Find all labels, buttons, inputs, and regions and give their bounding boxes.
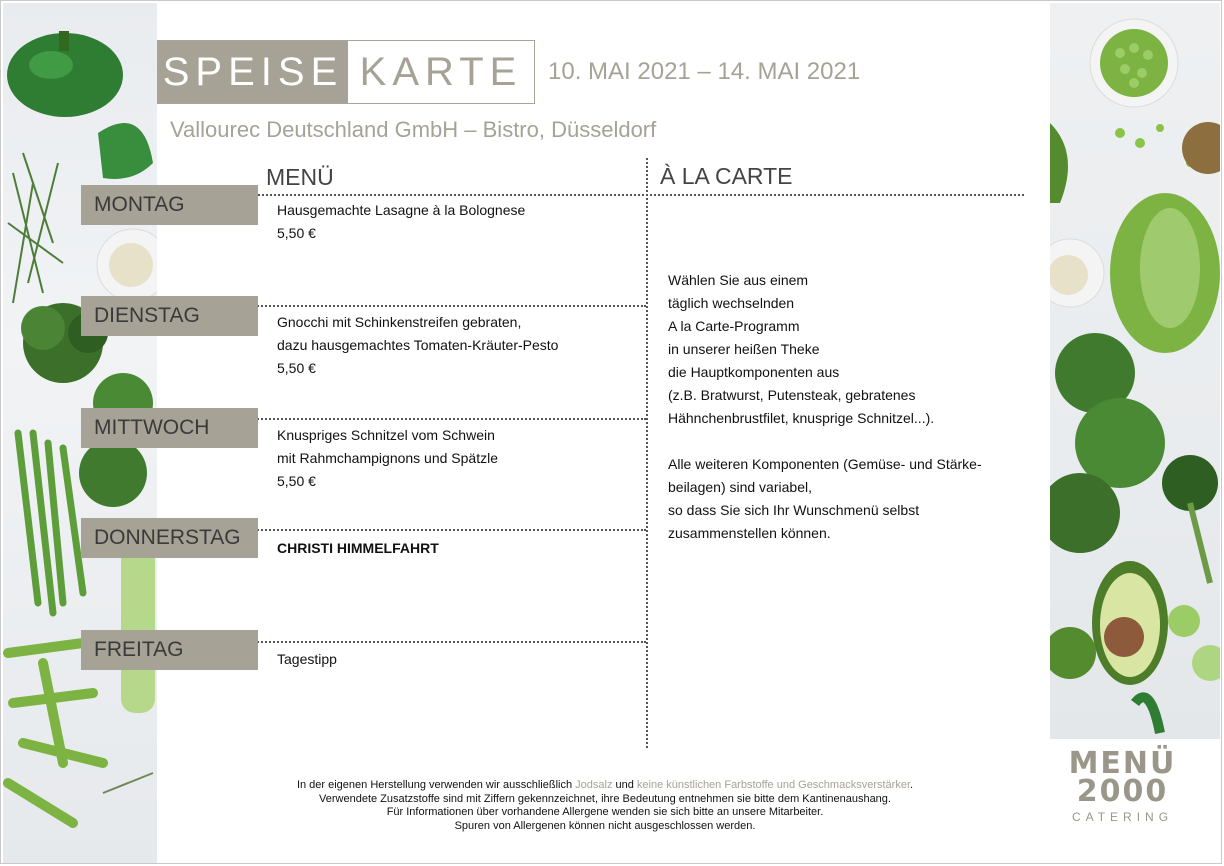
alacarte-description: [668, 269, 982, 545]
column-header-menu: MENÜ: [266, 164, 334, 190]
dish-line: Knuspriges Schnitzel vom Schwein: [277, 427, 495, 443]
logo-text-menu: MENÜ: [1068, 746, 1177, 781]
dish-line: Tagestipp: [277, 651, 337, 667]
dish-montag: [277, 199, 525, 245]
title-karte: KARTE: [359, 50, 523, 94]
alacarte-line: zusammenstellen können.: [668, 525, 831, 541]
holiday-donnerstag: CHRISTI HIMMELFAHRT: [277, 540, 439, 556]
column-header-alacarte: À LA CARTE: [660, 163, 793, 189]
alacarte-line: Hähnchenbrustfilet, knusprige Schnitzel...).: [668, 410, 935, 426]
footer-highlight-additives: keine künstlichen Farbstoffe und Geschmacksverstärker: [636, 779, 910, 791]
day-label-montag: MONTAG: [81, 185, 258, 225]
dish-mittwoch: [277, 424, 498, 493]
allergen-footer: [160, 779, 1050, 833]
menu-title: [157, 40, 535, 104]
footer-text: .: [910, 779, 914, 791]
alacarte-line: [668, 430, 982, 453]
day-label-dienstag: DIENSTAG: [81, 296, 258, 336]
footer-line-1: [160, 779, 1050, 793]
menu2000-logo: [1060, 746, 1185, 824]
footer-line-4: Spuren von Allergenen können nicht ausgeschlossen werden.: [454, 819, 756, 832]
right-vegetable-image: [1050, 3, 1220, 739]
title-speise: SPEISE: [158, 41, 348, 103]
alacarte-line: so dass Sie sich Ihr Wunschmenü selbst: [668, 502, 920, 518]
footer-line-2: Verwendete Zusatzstoffe sind mit Ziffern gekennzeichnet, ihre Bedeutung entnehmen sie bitte dem Kantinenaushang.: [319, 792, 891, 805]
day-label-mittwoch: MITTWOCH: [81, 408, 258, 448]
divider-line-mittwoch: [234, 418, 646, 420]
footer-text: und: [612, 779, 637, 791]
dish-line: Gnocchi mit Schinkenstreifen gebraten,: [277, 314, 522, 330]
logo-text-2000: 2000: [1076, 774, 1169, 809]
alacarte-line: Wählen Sie aus einem: [668, 272, 809, 288]
footer-highlight-jodsalz: Jodsalz: [575, 779, 613, 791]
dish-price: 5,50 €: [277, 225, 316, 241]
day-label-freitag: FREITAG: [81, 630, 258, 670]
dish-price: 5,50 €: [277, 473, 316, 489]
column-divider: [646, 158, 648, 748]
alacarte-line: Alle weiteren Komponenten (Gemüse- und Stärke-: [668, 456, 982, 472]
dish-line: Hausgemachte Lasagne à la Bolognese: [277, 202, 526, 218]
day-label-donnerstag: DONNERSTAG: [81, 518, 258, 558]
alacarte-line: beilagen) sind variabel,: [668, 479, 812, 495]
divider-line-donnerstag: [234, 529, 646, 531]
dish-line: mit Rahmchampignons und Spätzle: [277, 450, 499, 466]
date-range: 10. MAI 2021 – 14. MAI 2021: [548, 58, 861, 85]
dish-dienstag: [277, 311, 558, 380]
footer-text: In der eigenen Herstellung verwenden wir ausschließlich: [296, 779, 576, 791]
dish-line: dazu hausgemachtes Tomaten-Kräuter-Pesto: [277, 337, 559, 353]
dish-price: 5,50 €: [277, 360, 316, 376]
divider-line-freitag: [234, 641, 646, 643]
alacarte-line: täglich wechselnden: [668, 295, 795, 311]
dish-freitag: [277, 648, 337, 671]
divider-line-dienstag: [234, 305, 646, 307]
alacarte-line: die Hauptkomponenten aus: [668, 364, 840, 380]
alacarte-line: (z.B. Bratwurst, Putensteak, gebratenes: [668, 387, 916, 403]
footer-line-3: Für Informationen über vorhandene Allergene wenden sie sich bitte an unsere Mitarbeiter.: [386, 806, 824, 818]
divider-line-header: [234, 194, 1024, 196]
logo-text-catering: CATERING: [1071, 810, 1174, 824]
location-subtitle: Vallourec Deutschland GmbH – Bistro, Düsseldorf: [170, 117, 657, 142]
alacarte-line: A la Carte-Programm: [668, 318, 800, 334]
alacarte-line: in unserer heißen Theke: [668, 341, 820, 357]
